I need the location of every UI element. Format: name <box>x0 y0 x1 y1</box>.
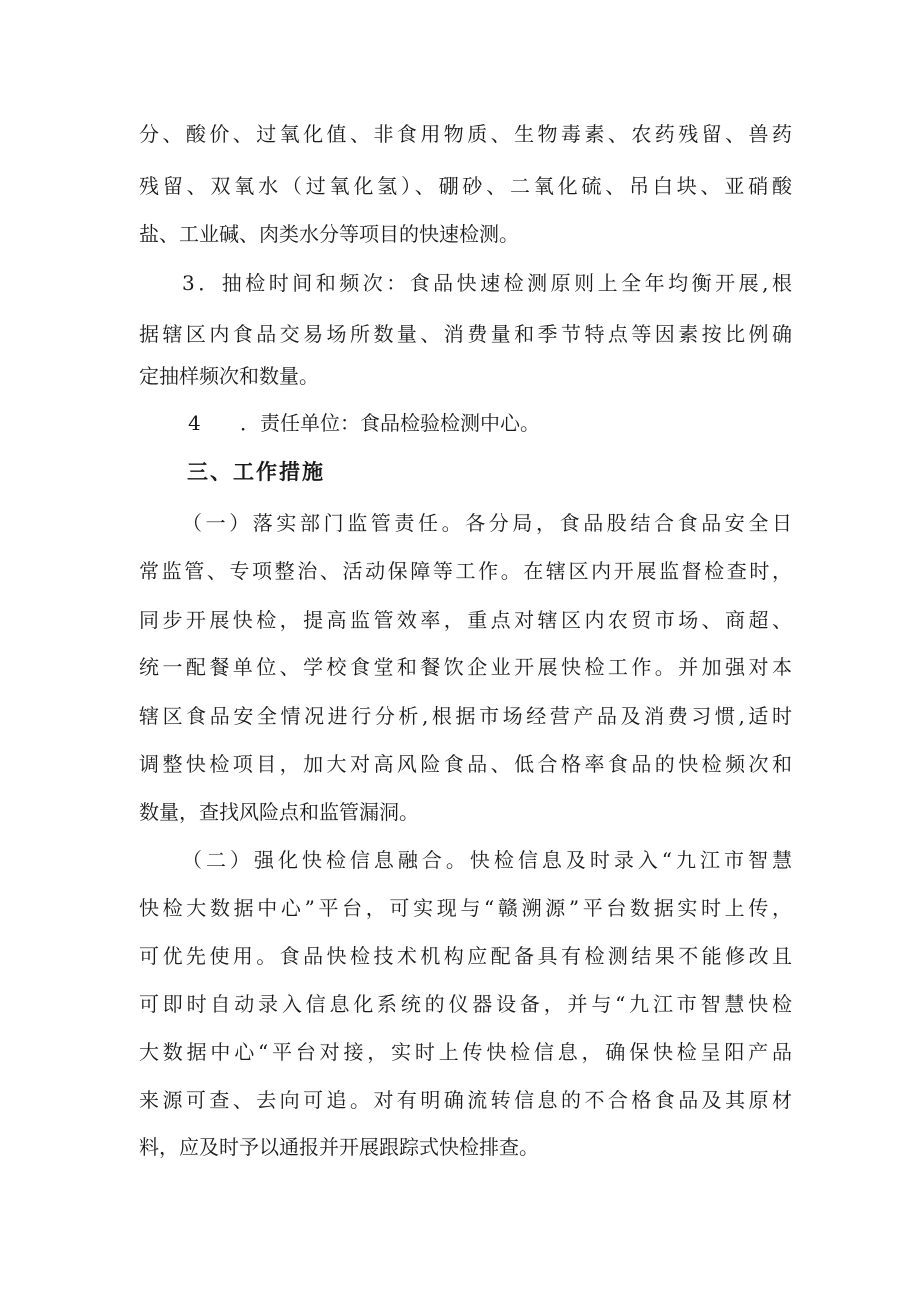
para3-line-5: 辖区食品安全情况进行分析,根据市场经营产品及消费习惯,适时 <box>139 704 792 728</box>
para4-line-3: 可优先使用。食品快检技术机构应配备具有检测结果不能修改且 <box>139 944 792 968</box>
para3-line-4: 统一配餐单位、学校食堂和餐饮企业开展快检工作。并加强对本 <box>139 655 792 679</box>
para4-line-1: （二）强化快检信息融合。快检信息及时录入“九江市智慧 <box>182 848 792 872</box>
para4-line-6: 来源可查、去向可追。对有明确流转信息的不合格食品及其原材 <box>139 1088 792 1112</box>
para1-line-3: 盐、工业碱、肉类水分等项目的快速检测。 <box>139 222 519 246</box>
para2-line-1: 3．抽检时间和频次：食品快速检测原则上全年均衡开展,根 <box>182 271 792 295</box>
para2-line-3: 定抽样频次和数量。 <box>139 364 319 388</box>
item4-text: ．责任单位：食品检验检测中心。 <box>240 411 540 435</box>
para4-line-2: 快检大数据中心”平台，可实现与“赣溯源”平台数据实时上传， <box>139 896 792 920</box>
para3-line-3: 同步开展快检，提高监管效率，重点对辖区内农贸市场、商超、 <box>139 608 792 632</box>
para4-line-5: 大数据中心“平台对接，实时上传快检信息，确保快检呈阳产品 <box>139 1040 792 1064</box>
para4-line-4: 可即时自动录入信息化系统的仪器设备，并与“九江市智慧快检 <box>139 992 792 1016</box>
para1-line-1: 分、酸价、过氧化值、非食用物质、生物毒素、农药残留、兽药 <box>139 122 792 146</box>
para3-line-1: （一）落实部门监管责任。各分局，食品股结合食品安全日 <box>182 511 792 535</box>
para3-line-7: 数量，查找风险点和监管漏洞。 <box>139 800 419 824</box>
section-heading: 三、工作措施 <box>187 460 325 484</box>
para2-line-2: 据辖区内食品交易场所数量、消费量和季节特点等因素按比例确 <box>139 322 792 346</box>
para1-line-2: 残留、双氧水（过氧化氢）、硼砂、二氧化硫、吊白块、亚硝酸 <box>139 174 792 198</box>
para4-line-7: 料，应及时予以通报并开展跟踪式快检排查。 <box>139 1135 539 1159</box>
para3-line-2: 常监管、专项整治、活动保障等工作。在辖区内开展监督检查时， <box>139 559 792 583</box>
para3-line-6: 调整快检项目，加大对高风险食品、低合格率食品的快检频次和 <box>139 752 792 776</box>
item4-number: 4 <box>188 411 201 435</box>
